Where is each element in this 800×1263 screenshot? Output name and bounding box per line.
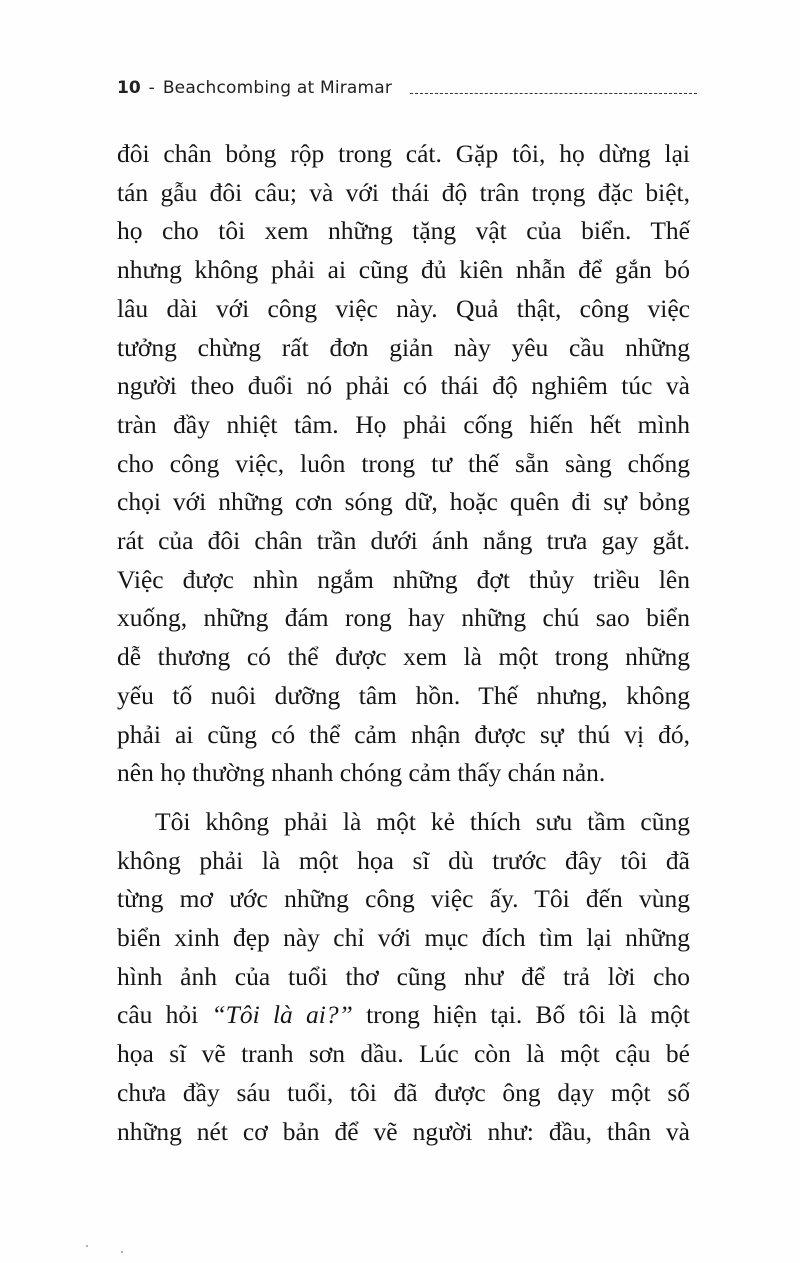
text-line: họ cho tôi xem những tặng vật của biển. Thế [117, 216, 690, 246]
text-line: từng mơ ước những công việc ấy. Tôi đến vùng [117, 884, 690, 914]
paragraph-1 [117, 135, 690, 793]
italic-question: “Tôi là ai?” [211, 1000, 353, 1030]
paragraph-2 [117, 803, 690, 1151]
text-line: đôi chân bỏng rộp trong cát. Gặp tôi, họ dừng lại [117, 139, 690, 168]
text-line: tưởng chừng rất đơn giản này yêu cầu những [117, 332, 690, 362]
text-line: biển xinh đẹp này chỉ với mục đích tìm lại những [117, 923, 690, 953]
text-line: tràn đầy nhiệt tâm. Họ phải cống hiến hết mình [117, 409, 690, 439]
text-line: không phải là một họa sĩ dù trước đây tôi đã [117, 845, 690, 875]
text-fragment: trong hiện tại. Bố tôi là một [352, 1000, 690, 1030]
scan-speck [86, 1245, 88, 1247]
text-line: xuống, những đám rong hay những chú sao biển [117, 603, 690, 633]
text-line: nên họ thường nhanh chóng cảm thấy chán nản. [117, 758, 606, 788]
header-separator: - [148, 78, 155, 98]
text-line: Việc được nhìn ngắm những đợt thủy triều lên [117, 564, 690, 594]
text-line: hình ảnh của tuổi thơ cũng như để trả lời cho [117, 961, 690, 991]
text-line: yếu tố nuôi dưỡng tâm hồn. Thế nhưng, không [117, 680, 690, 710]
text-line: nhưng không phải ai cũng đủ kiên nhẫn để gắn bó [117, 255, 690, 285]
text-line: rát của đôi chân trần dưới ánh nắng trưa gay gắt. [117, 526, 690, 556]
text-line: Tôi không phải là một kẻ thích sưu tầm cũng [155, 806, 690, 836]
book-title: Beachcombing at Miramar [162, 78, 393, 98]
text-line: lâu dài với công việc này. Quả thật, công việc [117, 293, 690, 323]
scan-speck [121, 1251, 123, 1253]
text-line: những nét cơ bản để vẽ người như: đầu, thân và [117, 1116, 690, 1146]
text-line: phải ai cũng có thể cảm nhận được sự thú vị đó, [117, 719, 690, 749]
text-line: tán gẫu đôi câu; và với thái độ trân trọng đặc biệt, [117, 177, 690, 207]
text-line: chưa đầy sáu tuổi, tôi đã được ông dạy một số [117, 1077, 690, 1107]
text-line: người theo đuổi nó phải có thái độ nghiêm túc và [117, 371, 690, 401]
header-dotted-rule [410, 93, 697, 94]
text-line: chọi với những cơn sóng dữ, hoặc quên đi sự bỏng [117, 487, 690, 517]
text-line: cho công việc, luôn trong tư thế sẵn sàng chống [117, 448, 690, 478]
running-header [117, 74, 697, 102]
text-line: dễ thương có thể được xem là một trong những [117, 642, 690, 672]
page-number: 10 [117, 78, 141, 98]
text-line-with-quote [117, 996, 690, 1035]
body-text [117, 135, 690, 1151]
text-fragment: câu hỏi [117, 1000, 212, 1030]
text-line: họa sĩ vẽ tranh sơn dầu. Lúc còn là một cậu bé [117, 1039, 690, 1069]
